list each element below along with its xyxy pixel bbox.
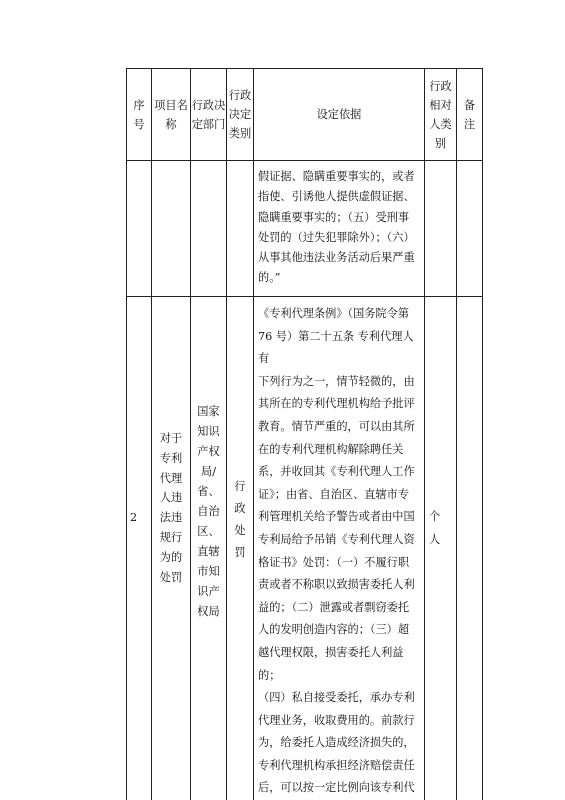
header-decision-type: 行政 决定 类别	[228, 89, 252, 140]
row-2-seq: 2	[130, 511, 138, 524]
header-department: 行政决 定部门	[191, 98, 226, 131]
row-2-counterpart-type: 个 人	[429, 510, 441, 546]
header-counterpart-type: 行政 相对 人类 别	[429, 79, 452, 150]
header-remarks: 备 注	[463, 98, 476, 131]
header-basis: 设定依据	[316, 108, 362, 121]
row-1-basis-text: 假证据、隐瞒重要事实的，或者 指使、引诱他人提供虚假证据、 隐瞒重要事实的；（五）受刑事 处罚的（过失犯罪除外）；（六） 从事其他违法业务活动后果严重 的。”	[258, 170, 415, 285]
row-2-department: 国家 知识 产权 局/ 省、 自治 区、 直辖 市知 识产 权局	[197, 405, 220, 618]
row-2-decision-type: 行 政 处 罚	[234, 480, 246, 559]
row-2-item-name: 对于 专利 代理 人违 法违 规行 为的 处罚	[159, 432, 183, 584]
header-seq: 序 号	[133, 98, 145, 131]
header-item-name: 项目名 称	[154, 98, 188, 131]
row-2-basis-text: 《专利代理条例》（国务院令第 76 号）第二十五条 专利代理人有 下列行为之一，情节轻微的，由 其所在的专利代理机构给予批评 教育。情节严重的，可以由其所 在的专利代理机构解除聘任关 系，并收回其《专利代理人工作 证》；由省、自治区、直辖市专 利管理机关给予警告或者由中国 专利局给予吊销《专利代理人资 格证书》处罚：（一）不履行职 责或者不称职以致损害委托人利 益的；（二）泄露或者剽窃委托 人的发明创造内容的；（三）超 越代理权限，损害委托人利益的； （四）私自接受委托，承办专利 代理业务，收取费用的。前款行 为，给委托人造成经济损失的， 专利代理机构承担经济赔偿责任 后，可以按一定比例向该专利代	[258, 307, 415, 795]
